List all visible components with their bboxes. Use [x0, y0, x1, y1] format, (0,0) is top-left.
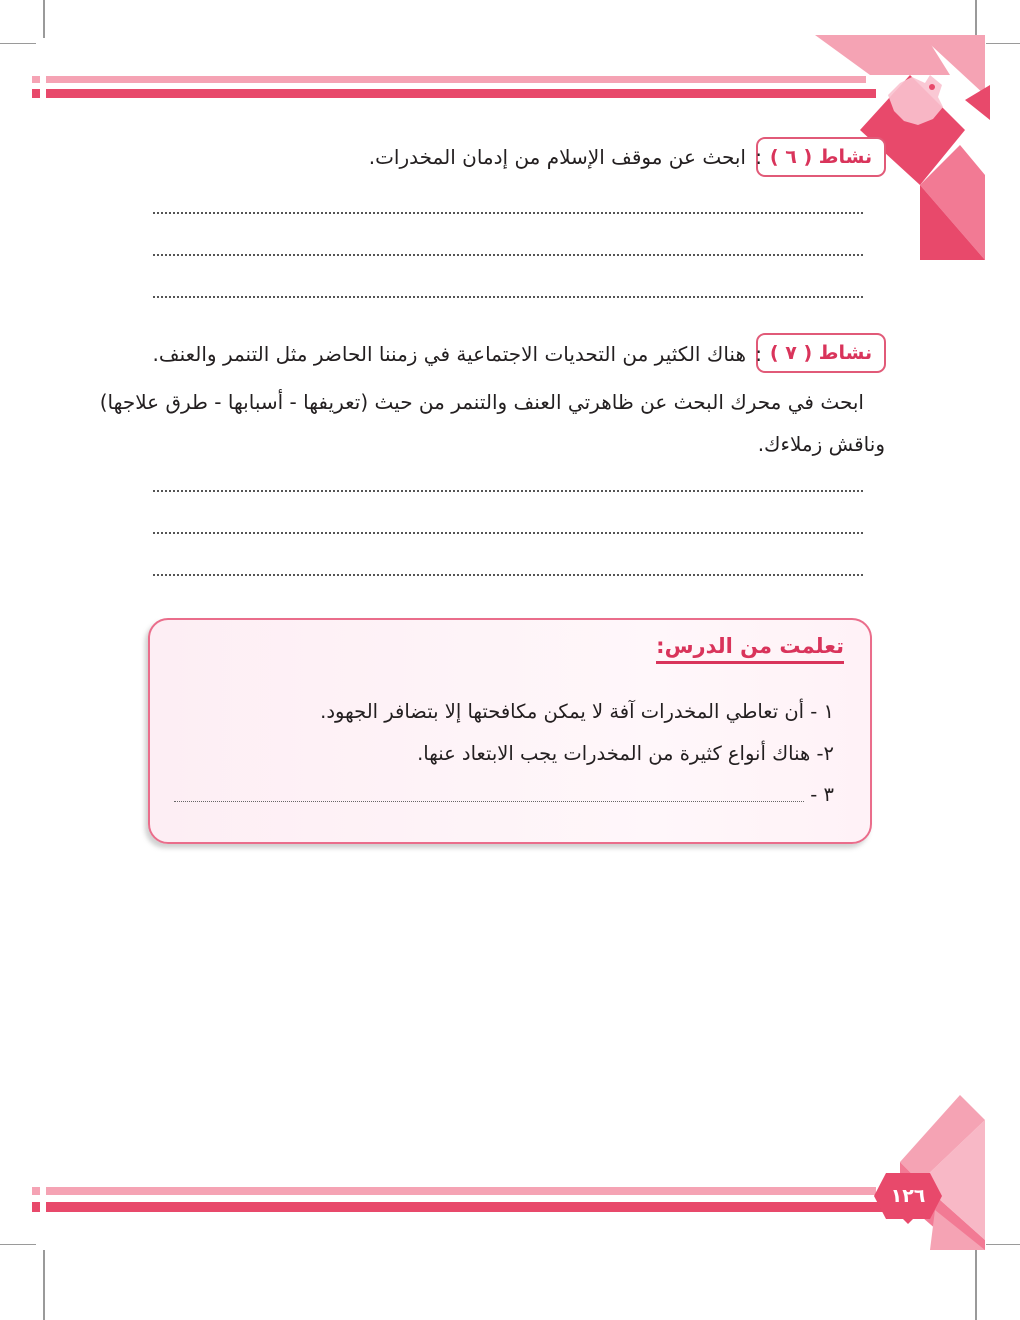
- activity-7-line-3: وناقش زملاءك.: [757, 432, 885, 456]
- crop-mark: [43, 0, 45, 38]
- answer-line: [153, 574, 863, 576]
- crop-mark: [975, 1250, 977, 1320]
- activity-7-line-1: هناك الكثير من التحديات الاجتماعية في زمننا الحاضر مثل التنمر والعنف.: [152, 342, 746, 366]
- activity-7-label: نشاط ( ٧ ): [769, 342, 873, 364]
- crop-mark: [0, 43, 36, 44]
- activity-6-colon: :: [755, 145, 762, 169]
- page-number: ١٢٦: [890, 1185, 926, 1207]
- activity-7-line-2: ابحث في محرك البحث عن ظاهرتي العنف والتنمر من حيث (تعريفها - أسبابها - طرق علاجها): [99, 390, 864, 414]
- answer-line: [174, 801, 804, 802]
- learned-title: تعلمت من الدرس:: [656, 634, 844, 664]
- crop-mark: [43, 1250, 45, 1320]
- activity-6-badge: [756, 137, 886, 177]
- activity-6-label: نشاط ( ٦ ): [769, 146, 873, 168]
- activity-7-badge: [756, 333, 886, 373]
- activity-6-text: ابحث عن موقف الإسلام من إدمان المخدرات.: [368, 145, 746, 169]
- crop-mark: [986, 1244, 1020, 1245]
- crop-mark: [0, 1244, 36, 1245]
- answer-line: [153, 254, 863, 256]
- answer-line: [153, 490, 863, 492]
- learned-item-1: ١ - أن تعاطي المخدرات آفة لا يمكن مكافحتها إلا بتضافر الجهود.: [320, 700, 834, 723]
- answer-line: [153, 532, 863, 534]
- activity-7-colon: :: [755, 342, 762, 366]
- learned-item-3: ٣ -: [810, 783, 834, 806]
- answer-line: [153, 212, 863, 214]
- answer-line: [153, 296, 863, 298]
- learned-item-2: ٢- هناك أنواع كثيرة من المخدرات يجب الابتعاد عنها.: [417, 742, 834, 765]
- learned-box: [148, 618, 872, 844]
